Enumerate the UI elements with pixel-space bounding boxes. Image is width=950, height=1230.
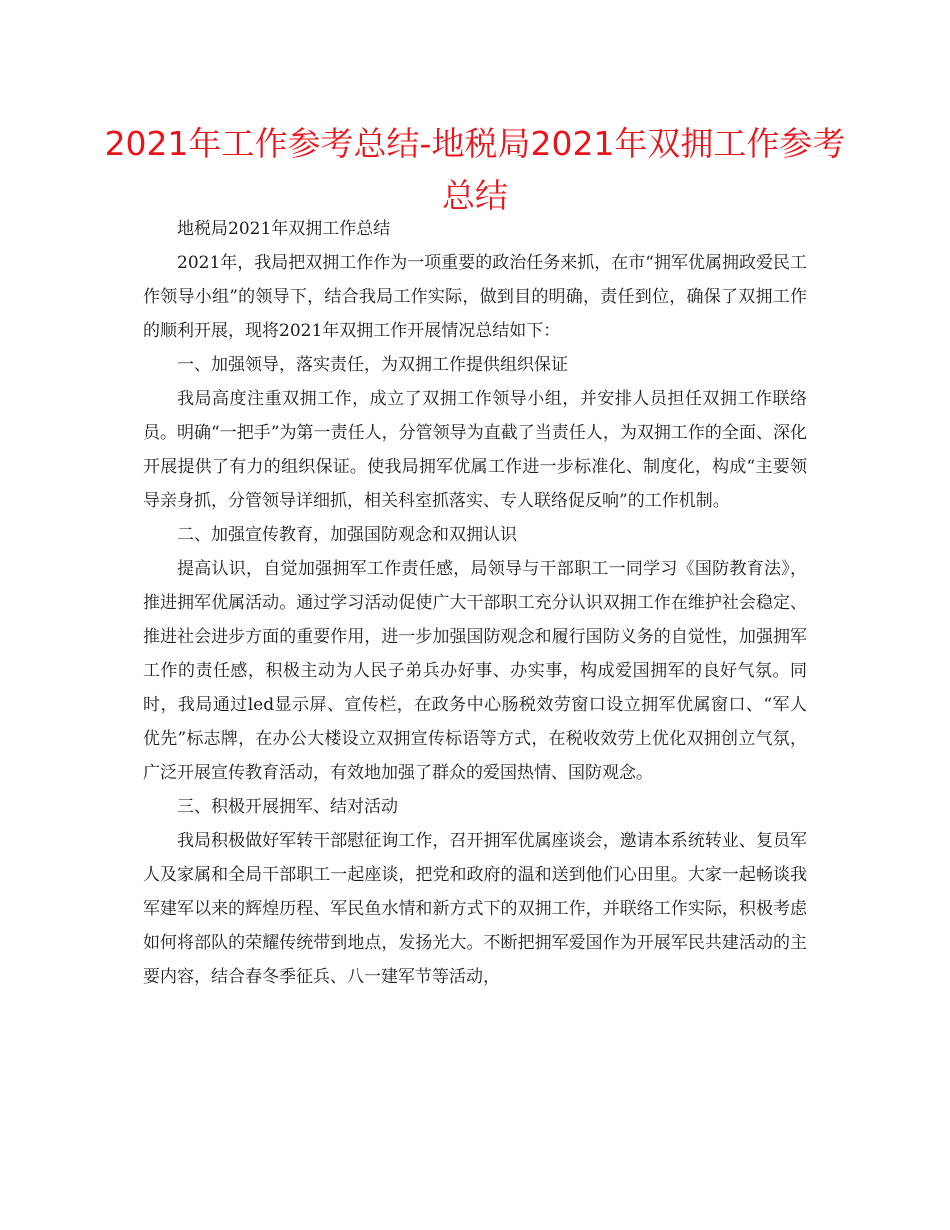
paragraph-section-2: 提高认识，自觉加强拥军工作责任感，局领导与干部职工一同学习《国防教育法》，推进拥军优属活动。通过学习活动促使广大干部职工充分认识双拥工作在维护社会稳定、推进社会进步方面的重要作用，进一步加强国防观念和履行国防义务的自觉性，加强拥军工作的责任感，积极主动为人民子弟兵办好事、办实事，构成爱国拥军的良好气氛。同时，我局通过led显示屏、宣传栏，在政务中心肠税效劳窗口设立拥军优属窗口、“军人优先”标志牌，在办公大楼设立双拥宣传标语等方式，在税收效劳上优化双拥创立气氛，广泛开展宣传教育活动，有效地加强了群众的爱国热情、国防观念。 [143,559,807,783]
paragraph-section-1: 我局高度注重双拥工作，成立了双拥工作领导小组，并安排人员担任双拥工作联络员。明确“一把手”为第一责任人，分管领导为直截了当责任人，为双拥工作的全面、深化开展提供了有力的组织保证。使我局拥军优属工作进一步标准化、制度化，构成“主要领导亲身抓，分管领导详细抓，相关科室抓落实、专人联络促反响”的工作机制。 [143,389,807,511]
section-heading-1: 一、加强领导，落实责任，为双拥工作提供组织保证 [177,355,568,375]
document-title: 2021年工作参考总结-地税局2021年双拥工作参考总结 [104,124,846,215]
section-heading-3: 三、积极开展拥军、结对活动 [177,797,398,817]
paragraph-subtitle: 地税局2021年双拥工作总结 [177,219,391,239]
paragraph-intro: 2021年，我局把双拥工作作为一项重要的政治任务来抓，在市“拥军优属拥政爱民工作领导小组”的领导下，结合我局工作实际，做到目的明确，责任到位，确保了双拥工作的顺利开展，现将2021年双拥工作开展情况总结如下： [143,253,807,341]
document-body [143,212,807,994]
section-heading-2: 二、加强宣传教育，加强国防观念和双拥认识 [177,525,517,545]
paragraph-section-3: 我局积极做好军转干部慰征询工作，召开拥军优属座谈会，邀请本系统转业、复员军人及家属和全局干部职工一起座谈，把党和政府的温和送到他们心田里。大家一起畅谈我军建军以来的辉煌历程、军民鱼水情和新方式下的双拥工作，并联络工作实际，积极考虑如何将部队的荣耀传统带到地点，发扬光大。不断把拥军爱国作为开展军民共建活动的主要内容，结合春冬季征兵、八一建军节等活动， [143,831,807,987]
